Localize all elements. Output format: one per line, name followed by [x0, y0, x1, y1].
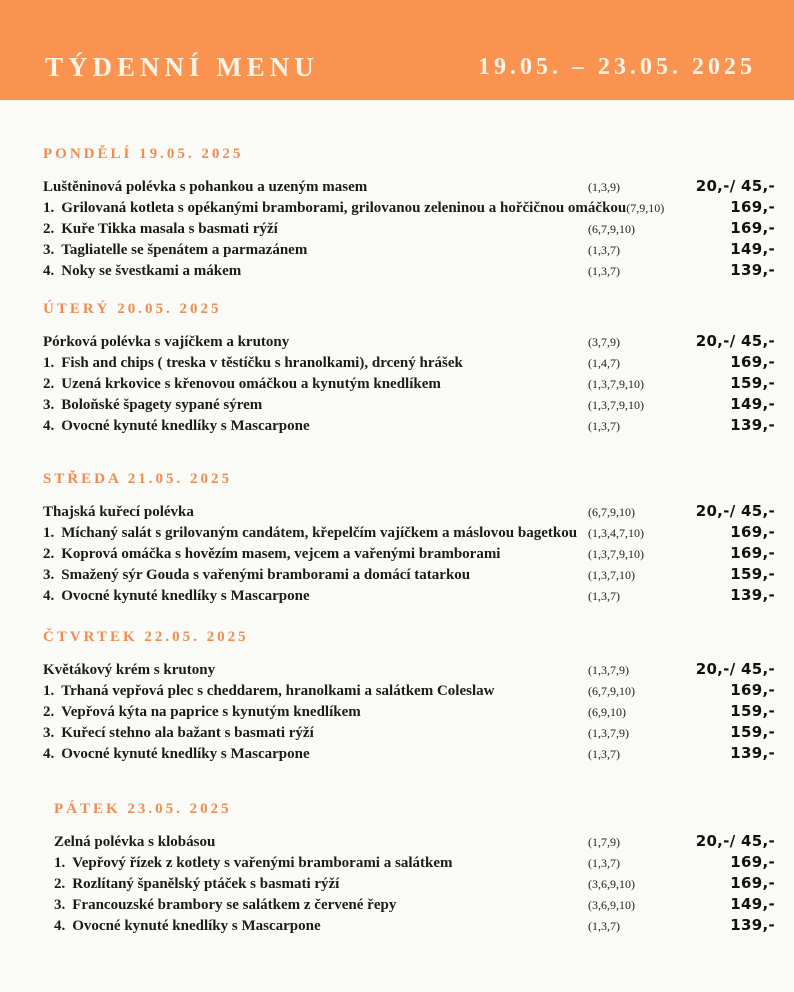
item-allergens: (1,3,7)	[588, 919, 620, 933]
menu-item-row	[43, 586, 775, 607]
item-number: 2.	[43, 376, 55, 392]
menu-item-row	[54, 853, 775, 874]
date-range: 19.05. – 23.05. 2025	[478, 53, 756, 80]
item-name: Zelná polévka s klobásou	[54, 834, 216, 850]
item-allergens: (1,4,7)	[588, 356, 620, 370]
day-section	[43, 300, 775, 437]
item-allergens: (1,3,7)	[588, 856, 620, 870]
item-number: 2.	[54, 876, 66, 892]
menu-item-row	[54, 832, 775, 853]
menu-item-row	[54, 895, 775, 916]
item-number: 4.	[43, 418, 55, 434]
day-title: STŘEDA 21.05. 2025	[43, 471, 233, 487]
menu-item-row	[54, 874, 775, 895]
item-allergens: (1,3,7)	[588, 243, 620, 257]
page-title: TÝDENNÍ MENU	[45, 51, 319, 82]
menu-item-row	[43, 723, 775, 744]
item-name: Vepřový řízek z kotlety s vařenými bramborami a salátkem	[72, 855, 453, 871]
item-name: Ovocné kynuté knedlíky s Mascarpone	[61, 418, 310, 434]
menu-item-row	[54, 916, 775, 937]
item-name: Uzená krkovice s křenovou omáčkou a kynutým knedlíkem	[61, 376, 441, 392]
item-number: 1.	[43, 200, 55, 216]
item-number: 3.	[43, 725, 55, 741]
item-name: Vepřová kýta na paprice s kynutým knedlíkem	[61, 704, 361, 720]
item-price: 159,-	[730, 702, 775, 720]
menu-item-row	[43, 502, 775, 523]
menu-item-row	[43, 332, 775, 353]
item-name: Květákový krém s krutony	[43, 662, 216, 678]
item-price: 20,-/ 45,-	[695, 502, 775, 520]
day-items	[54, 832, 775, 937]
item-number: 2.	[43, 221, 55, 237]
menu-item-row	[43, 374, 775, 395]
item-allergens: (1,3,7)	[588, 419, 620, 433]
day-section	[43, 800, 775, 937]
item-price: 20,-/ 45,-	[695, 832, 775, 850]
item-allergens: (6,9,10)	[588, 705, 626, 719]
item-price: 139,-	[730, 261, 775, 279]
day-title: ČTVRTEK 22.05. 2025	[43, 629, 249, 645]
item-price: 20,-/ 45,-	[695, 660, 775, 678]
item-price: 20,-/ 45,-	[695, 332, 775, 350]
menu-item-row	[43, 395, 775, 416]
item-name: Boloňské špagety sypané sýrem	[61, 397, 263, 413]
day-section	[43, 470, 775, 607]
day-title: ÚTERÝ 20.05. 2025	[43, 301, 222, 317]
menu-item-row	[43, 416, 775, 437]
item-name: Míchaný salát s grilovaným candátem, křepelčím vajíčkem a máslovou bagetkou	[61, 525, 578, 541]
item-price: 149,-	[730, 240, 775, 258]
item-price: 159,-	[730, 565, 775, 583]
item-number: 1.	[43, 525, 55, 541]
item-allergens: (1,3,7)	[588, 747, 620, 761]
menu-item-row	[43, 219, 775, 240]
day-items	[43, 502, 775, 607]
item-name: Trhaná vepřová plec s cheddarem, hranolkami a salátkem Coleslaw	[61, 683, 495, 699]
item-name: Luštěninová polévka s pohankou a uzeným masem	[43, 179, 368, 195]
item-name: Fish and chips ( treska v těstíčku s hranolkami), drcený hrášek	[61, 355, 463, 371]
item-number: 1.	[43, 355, 55, 371]
menu-sections	[0, 100, 794, 937]
menu-item-row	[43, 177, 775, 198]
item-allergens: (1,3,7,9)	[588, 726, 629, 740]
item-price: 169,-	[730, 544, 775, 562]
menu-item-row	[43, 198, 775, 219]
menu-item-row	[43, 261, 775, 282]
item-name: Ovocné kynuté knedlíky s Mascarpone	[61, 746, 310, 762]
item-price: 169,-	[730, 523, 775, 541]
item-number: 3.	[54, 897, 66, 913]
menu-item-row	[43, 544, 775, 565]
item-number: 1.	[54, 855, 66, 871]
menu-item-row	[43, 681, 775, 702]
item-name: Smažený sýr Gouda s vařenými bramborami a domácí tatarkou	[61, 567, 471, 583]
item-allergens: (1,3,7)	[588, 264, 620, 278]
menu-item-row	[43, 660, 775, 681]
item-name: Ovocné kynuté knedlíky s Mascarpone	[72, 918, 321, 934]
item-allergens: (3,6,9,10)	[588, 898, 635, 912]
item-number: 1.	[43, 683, 55, 699]
item-allergens: (1,3,9)	[588, 180, 620, 194]
item-name: Tagliatelle se špenátem a parmazánem	[61, 242, 308, 258]
item-allergens: (3,6,9,10)	[588, 877, 635, 891]
menu-item-row	[43, 565, 775, 586]
item-price: 139,-	[730, 744, 775, 762]
item-name: Ovocné kynuté knedlíky s Mascarpone	[61, 588, 310, 604]
item-number: 3.	[43, 567, 55, 583]
item-price: 139,-	[730, 416, 775, 434]
item-name: Kuře Tikka masala s basmati rýží	[61, 221, 278, 237]
item-allergens: (1,3,7)	[588, 589, 620, 603]
item-price: 159,-	[730, 374, 775, 392]
item-allergens: (6,7,9,10)	[588, 684, 635, 698]
item-price: 159,-	[730, 723, 775, 741]
day-title: PONDĚLÍ 19.05. 2025	[43, 146, 244, 162]
item-price: 20,-/ 45,-	[695, 177, 775, 195]
menu-item-row	[43, 240, 775, 261]
item-number: 4.	[54, 918, 66, 934]
item-number: 4.	[43, 746, 55, 762]
item-name: Grilovaná kotleta s opékanými bramborami, grilovanou zeleninou a hořčičnou omáčkou	[61, 200, 627, 216]
day-section	[43, 145, 775, 282]
item-allergens: (1,3,7,9,10)	[588, 377, 644, 391]
item-price: 169,-	[730, 219, 775, 237]
item-name: Noky se švestkami a mákem	[61, 263, 242, 279]
day-section	[43, 628, 775, 765]
item-allergens: (1,7,9)	[588, 835, 620, 849]
item-allergens: (1,3,4,7,10)	[588, 526, 644, 540]
item-allergens: (1,3,7,9,10)	[588, 547, 644, 561]
day-title: PÁTEK 23.05. 2025	[54, 801, 232, 817]
item-allergens: (1,3,7,9)	[588, 663, 629, 677]
header-bar	[0, 0, 794, 100]
day-items	[43, 332, 775, 437]
item-name: Kuřecí stehno ala bažant s basmati rýží	[61, 725, 314, 741]
day-items	[43, 660, 775, 765]
item-name: Koprová omáčka s hovězím masem, vejcem a vařenými bramborami	[61, 546, 501, 562]
item-name: Francouzské brambory se salátkem z červené řepy	[72, 897, 397, 913]
item-allergens: (6,7,9,10)	[588, 222, 635, 236]
item-name: Rozlítaný španělský ptáček s basmati rýží	[72, 876, 340, 892]
item-number: 2.	[43, 546, 55, 562]
item-price: 169,-	[730, 681, 775, 699]
menu-item-row	[43, 523, 775, 544]
item-price: 169,-	[730, 853, 775, 871]
item-number: 4.	[43, 588, 55, 604]
item-price: 149,-	[730, 395, 775, 413]
item-number: 4.	[43, 263, 55, 279]
menu-item-row	[43, 702, 775, 723]
item-name: Thajská kuřecí polévka	[43, 504, 194, 520]
item-number: 3.	[43, 242, 55, 258]
item-allergens: (7,9,10)	[626, 201, 665, 215]
menu-item-row	[43, 353, 775, 374]
item-allergens: (3,7,9)	[588, 335, 620, 349]
item-number: 3.	[43, 397, 55, 413]
item-price: 169,-	[730, 353, 775, 371]
menu-item-row	[43, 744, 775, 765]
item-name: Pórková polévka s vajíčkem a krutony	[43, 334, 290, 350]
item-price: 139,-	[730, 586, 775, 604]
item-price: 149,-	[730, 895, 775, 913]
item-price: 169,-	[730, 874, 775, 892]
item-allergens: (1,3,7,9,10)	[588, 398, 644, 412]
day-items	[43, 177, 775, 282]
item-price: 139,-	[730, 916, 775, 934]
item-allergens: (6,7,9,10)	[588, 505, 635, 519]
item-number: 2.	[43, 704, 55, 720]
item-price: 169,-	[730, 198, 775, 216]
item-allergens: (1,3,7,10)	[588, 568, 635, 582]
